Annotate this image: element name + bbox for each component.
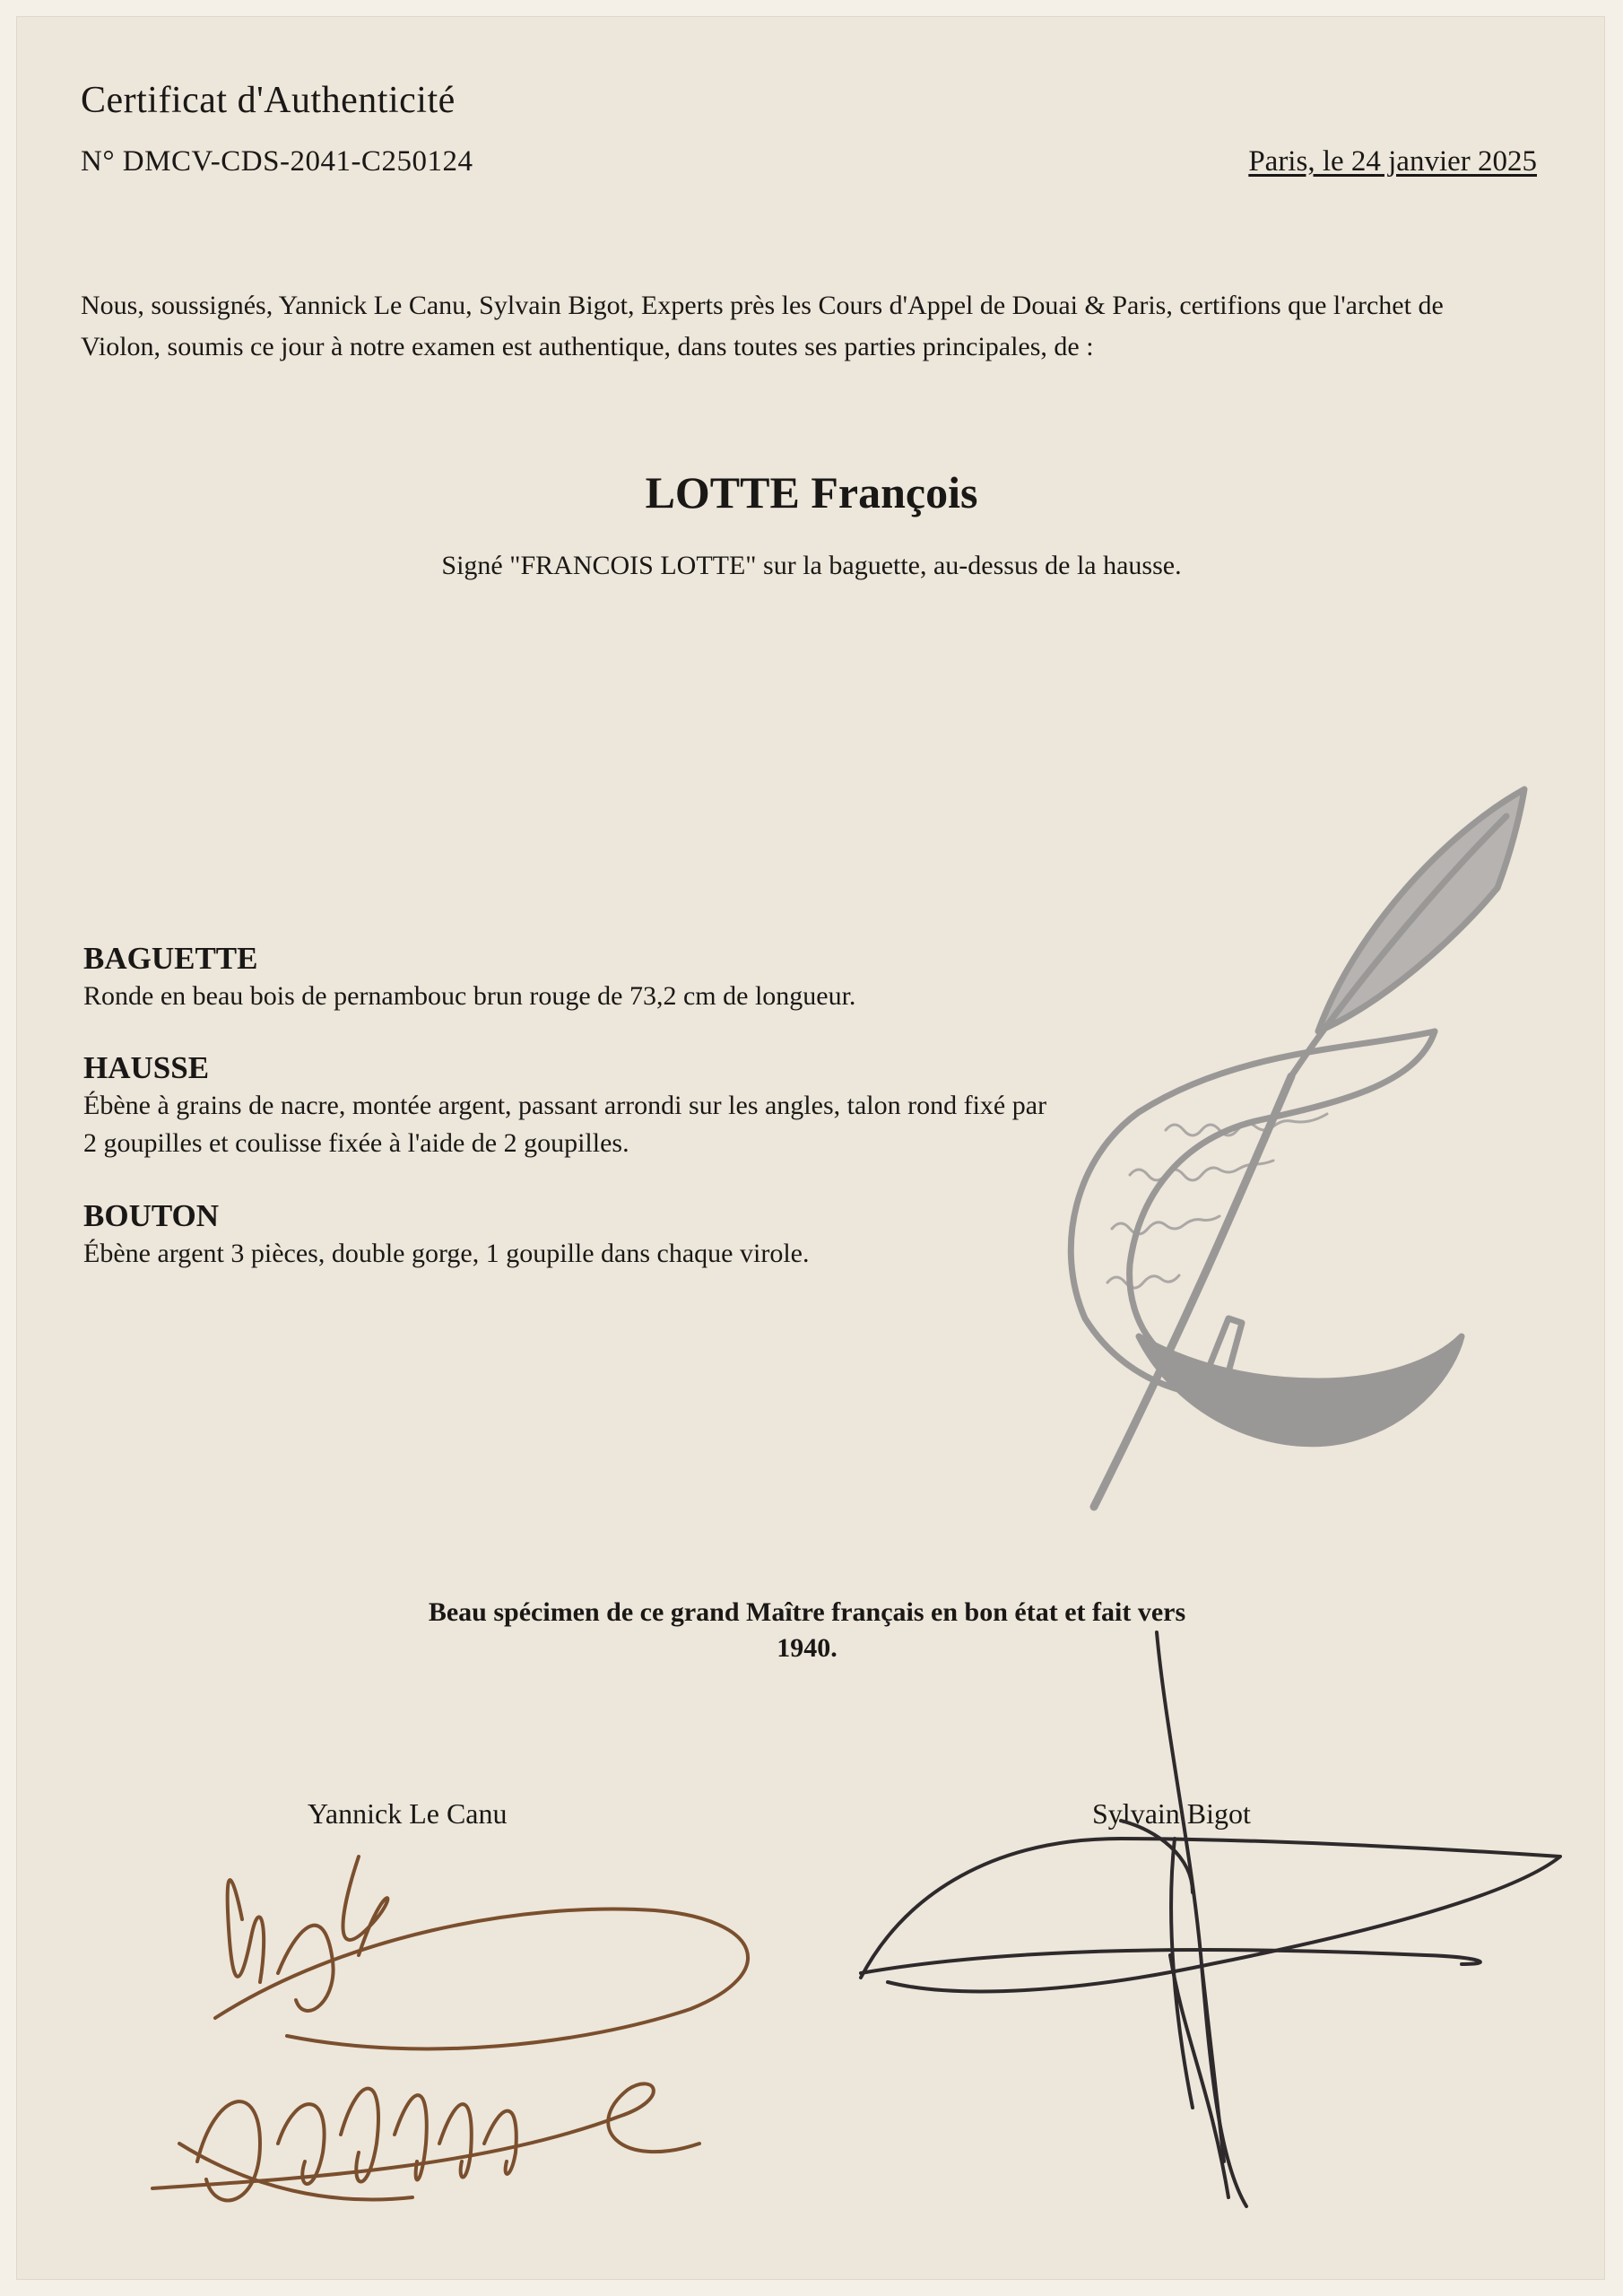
maker-name: LOTTE François [645, 467, 978, 517]
closing-year: 1940. [777, 1633, 838, 1663]
section-text: Ronde en beau bois de pernambouc brun rouge de 73,2 cm de longueur. [83, 981, 856, 1011]
certification-statement: Nous, soussignés, Yannick Le Canu, Sylvain Bigot, Experts près les Cours d'Appel de Douai & Paris, certifions que l'archet de Violon, soumis ce jour à notre examen est authentique, dans toutes ses parties principales, de : [81, 291, 1444, 361]
section-heading: BOUTON [83, 1198, 220, 1233]
section-text: Ébène à grains de nacre, montée argent, passant arrondi sur les angles, talon rond fixé par 2 goupilles et coulisse fixée à l'aide de 2 goupilles. [83, 1091, 1047, 1158]
closing-line: Beau spécimen de ce grand Maître français en bon état et fait vers [428, 1597, 1186, 1627]
certificate-title: Certificat d'Authenticité [81, 80, 456, 121]
section-baguette [83, 940, 1052, 1015]
section-hausse [83, 1049, 1052, 1162]
signature-note: Signé "FRANCOIS LOTTE" sur la baguette, au-dessus de la hausse. [441, 551, 1182, 580]
section-heading: BAGUETTE [83, 941, 258, 976]
quill-scroll-emblem-icon [1058, 780, 1542, 1525]
section-bouton [83, 1197, 1052, 1273]
section-text: Ébène argent 3 pièces, double gorge, 1 goupille dans chaque virole. [83, 1239, 810, 1268]
signature-sylvain-bigot [852, 1623, 1569, 2215]
signer-name-1: Yannick Le Canu [308, 1797, 508, 1830]
signer-name-2: Sylvain Bigot [1092, 1797, 1251, 1830]
signature-yannick-le-canu [117, 1821, 780, 2233]
certificate-number: N° DMCV-CDS-2041-C250124 [81, 145, 473, 178]
place-and-date: Paris, le 24 janvier 2025 [1248, 145, 1537, 178]
section-heading: HAUSSE [83, 1050, 210, 1085]
